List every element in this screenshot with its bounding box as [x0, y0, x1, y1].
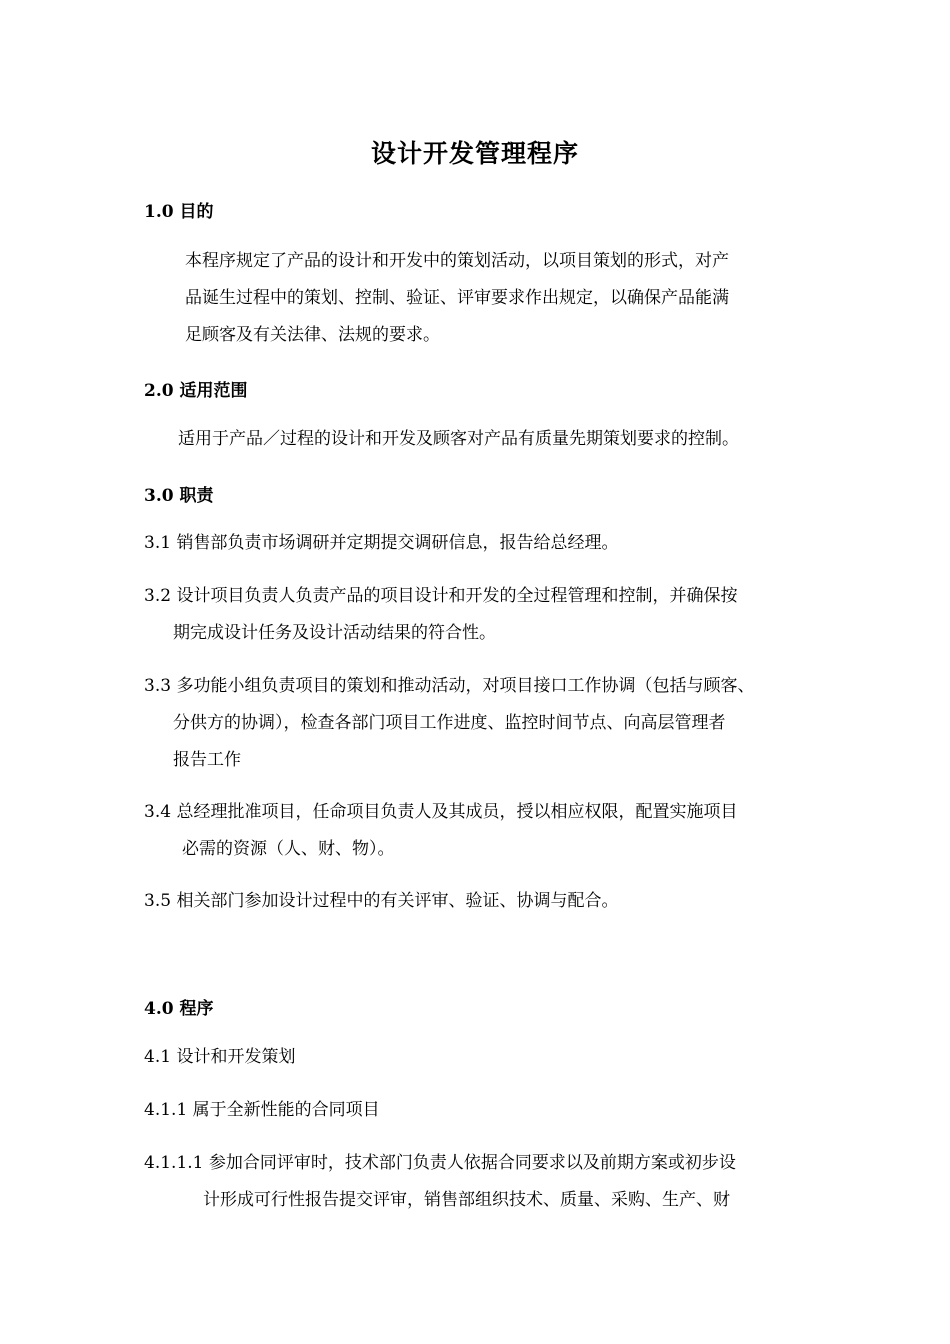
para-3-4-line-1: 3.4 总经理批准项目，任命项目负责人及其成员，授以相应权限，配置实施项目 [144, 802, 738, 822]
section-2-line-1: 适用于产品／过程的设计和开发及顾客对产品有质量先期策划要求的控制。 [178, 429, 739, 449]
section-1-line-3: 足顾客及有关法律、法规的要求。 [185, 325, 440, 345]
section-1-line-2: 品诞生过程中的策划、控制、验证、评审要求作出规定，以确保产品能满 [185, 288, 729, 308]
para-3-3-line-3: 报告工作 [173, 750, 241, 770]
para-3-1: 3.1 销售部负责市场调研并定期提交调研信息，报告给总经理。 [144, 533, 619, 553]
para-3-4-line-2: 必需的资源（人、财、物）。 [182, 839, 395, 859]
para-3-3-line-1: 3.3 多功能小组负责项目的策划和推动活动，对项目接口工作协调（包括与顾客、 [144, 676, 755, 696]
para-3-2-line-2: 期完成设计任务及设计活动结果的符合性。 [173, 623, 496, 643]
para-3-3-line-2: 分供方的协调），检查各部门项目工作进度、监控时间节点、向高层管理者 [173, 713, 726, 733]
para-3-5: 3.5 相关部门参加设计过程中的有关评审、验证、协调与配合。 [144, 891, 619, 911]
para-4-1-1-1-line-1: 4.1.1.1 参加合同评审时，技术部门负责人依据合同要求以及前期方案或初步设 [144, 1153, 736, 1173]
section-2-heading: 2.0 适用范围 [144, 381, 248, 401]
document-title: 设计开发管理程序 [370, 139, 579, 168]
section-3-heading: 3.0 职责 [144, 486, 214, 506]
para-3-2-line-1: 3.2 设计项目负责人负责产品的项目设计和开发的全过程管理和控制，并确保按 [144, 586, 738, 606]
section-1-heading: 1.0 目的 [144, 202, 214, 222]
para-4-1: 4.1 设计和开发策划 [144, 1047, 296, 1067]
para-4-1-1-1-line-2: 计形成可行性报告提交评审，销售部组织技术、质量、采购、生产、财 [203, 1190, 730, 1210]
section-1-line-1: 本程序规定了产品的设计和开发中的策划活动，以项目策划的形式，对产 [185, 251, 729, 271]
para-4-1-1: 4.1.1 属于全新性能的合同项目 [144, 1100, 380, 1120]
section-4-heading: 4.0 程序 [144, 999, 214, 1019]
